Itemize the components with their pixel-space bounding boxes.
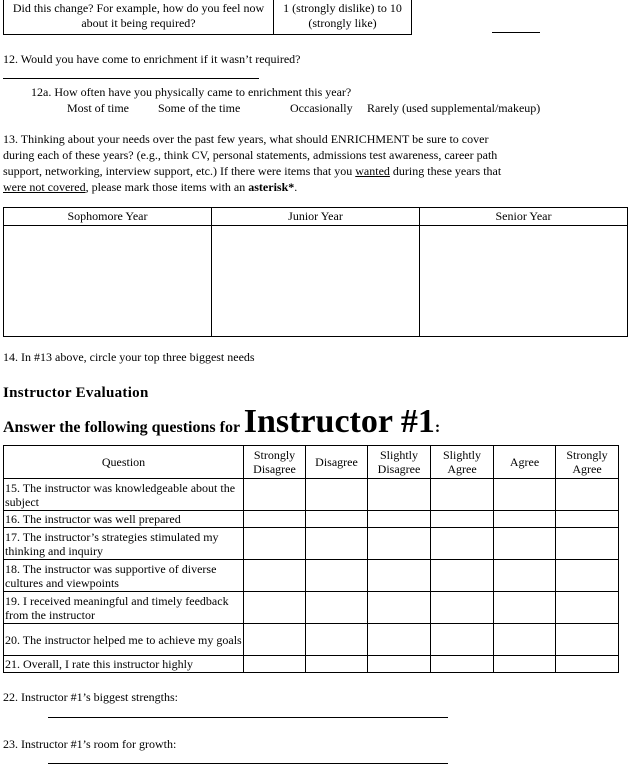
q13-text: during these years that xyxy=(389,164,502,178)
q13-not-covered: were not covered xyxy=(3,180,86,194)
table-row xyxy=(4,479,619,511)
rating-cell[interactable] xyxy=(306,479,368,511)
rating-cell[interactable] xyxy=(494,656,556,673)
scale-slightly-agree: Slightly Agree xyxy=(431,446,494,479)
rating-cell[interactable] xyxy=(431,624,494,656)
rating-cell[interactable] xyxy=(244,656,306,673)
rating-cell[interactable] xyxy=(494,560,556,592)
rating-cell[interactable] xyxy=(556,528,619,560)
rating-answer-line[interactable] xyxy=(492,31,540,33)
question-14: 14. In #13 above, circle your top three biggest needs xyxy=(3,350,255,364)
question-13 xyxy=(3,131,633,195)
rating-cell[interactable] xyxy=(368,624,431,656)
q13-line-2: during each of these years? (e.g., think CV, personal statements, admissions test awareness, career path xyxy=(3,148,498,162)
rating-cell[interactable] xyxy=(306,560,368,592)
year-header-sophomore: Sophomore Year xyxy=(4,208,212,226)
rating-cell[interactable] xyxy=(494,592,556,624)
q13-text: support, networking, interview support, etc.) If there were items that you xyxy=(3,164,356,178)
question-22: 22. Instructor #1’s biggest strengths: xyxy=(3,690,178,704)
rating-cell[interactable] xyxy=(431,560,494,592)
instructor-eval-table xyxy=(3,445,619,673)
change-question-cell: Did this change? For example, how do you feel now about it being required? xyxy=(4,0,274,35)
scale-agree: Agree xyxy=(494,446,556,479)
q12a-option-most[interactable]: Most of time xyxy=(67,101,129,115)
rating-cell[interactable] xyxy=(244,479,306,511)
row-question: 15. The instructor was knowledgeable about the subject xyxy=(4,479,244,511)
instructor-name: Instructor #1 xyxy=(243,403,435,440)
rating-cell[interactable] xyxy=(494,511,556,528)
scale-cell: 1 (strongly dislike) to 10 (strongly like) xyxy=(274,0,412,35)
q12a-option-rarely[interactable]: Rarely (used supplemental/makeup) xyxy=(367,101,541,115)
q13-line-4 xyxy=(3,179,633,195)
instructor-colon: : xyxy=(434,419,441,436)
q13-text: . xyxy=(294,180,298,194)
row-question: 16. The instructor was well prepared xyxy=(4,511,244,528)
row-question: 18. The instructor was supportive of diverse cultures and viewpoints xyxy=(4,560,244,592)
rating-cell[interactable] xyxy=(494,528,556,560)
question-23: 23. Instructor #1’s room for growth: xyxy=(3,737,177,751)
rating-cell[interactable] xyxy=(368,592,431,624)
question-header: Question xyxy=(4,446,244,479)
rating-cell[interactable] xyxy=(244,624,306,656)
senior-answer-cell[interactable] xyxy=(420,226,628,337)
rating-cell[interactable] xyxy=(368,656,431,673)
q12a-option-occasionally[interactable]: Occasionally xyxy=(290,101,353,115)
question-12: 12. Would you have come to enrichment if it wasn’t required? xyxy=(3,52,301,66)
rating-cell[interactable] xyxy=(556,656,619,673)
year-needs-table xyxy=(3,207,628,337)
q23-answer-line[interactable] xyxy=(48,763,448,764)
q13-wanted: wanted xyxy=(355,164,390,178)
sophomore-answer-cell[interactable] xyxy=(4,226,212,337)
answer-prefix: Answer the following questions for xyxy=(3,419,244,436)
row-question: 17. The instructor’s strategies stimulated my thinking and inquiry xyxy=(4,528,244,560)
rating-cell[interactable] xyxy=(431,528,494,560)
junior-answer-cell[interactable] xyxy=(212,226,420,337)
scale-strongly-agree: Strongly Agree xyxy=(556,446,619,479)
year-header-junior: Junior Year xyxy=(212,208,420,226)
year-header-senior: Senior Year xyxy=(420,208,628,226)
q13-asterisk: asterisk* xyxy=(248,180,295,194)
rating-cell[interactable] xyxy=(556,479,619,511)
table-row xyxy=(4,528,619,560)
scale-disagree: Disagree xyxy=(306,446,368,479)
table-row xyxy=(4,656,619,673)
row-question: 20. The instructor helped me to achieve my goals xyxy=(4,624,244,656)
table-row xyxy=(4,624,619,656)
rating-cell[interactable] xyxy=(368,479,431,511)
instructor-title-line xyxy=(3,403,440,441)
rating-cell[interactable] xyxy=(431,656,494,673)
rating-cell[interactable] xyxy=(556,592,619,624)
row-question: 21. Overall, I rate this instructor highly xyxy=(4,656,244,673)
rating-cell[interactable] xyxy=(244,528,306,560)
rating-cell[interactable] xyxy=(556,511,619,528)
rating-cell[interactable] xyxy=(368,560,431,592)
rating-cell[interactable] xyxy=(306,656,368,673)
scale-slightly-disagree: Slightly Disagree xyxy=(368,446,431,479)
rating-cell[interactable] xyxy=(306,624,368,656)
q12-answer-line[interactable] xyxy=(3,78,259,79)
rating-cell[interactable] xyxy=(494,479,556,511)
rating-cell[interactable] xyxy=(556,560,619,592)
rating-cell[interactable] xyxy=(368,511,431,528)
rating-cell[interactable] xyxy=(431,592,494,624)
table-row xyxy=(4,511,619,528)
rating-cell[interactable] xyxy=(494,624,556,656)
q13-line-3 xyxy=(3,163,633,179)
instructor-evaluation-heading: Instructor Evaluation xyxy=(3,385,149,401)
rating-cell[interactable] xyxy=(244,592,306,624)
change-feeling-table xyxy=(3,0,412,35)
table-row xyxy=(4,592,619,624)
q22-answer-line[interactable] xyxy=(48,717,448,718)
row-question: 19. I received meaningful and timely feedback from the instructor xyxy=(4,592,244,624)
question-12a: 12a. How often have you physically came to enrichment this year? xyxy=(31,85,352,99)
q13-line-1: 13. Thinking about your needs over the past few years, what should ENRICHMENT be sure to cover xyxy=(3,132,489,146)
rating-cell[interactable] xyxy=(306,511,368,528)
rating-cell[interactable] xyxy=(431,479,494,511)
rating-cell[interactable] xyxy=(306,592,368,624)
table-row xyxy=(4,560,619,592)
rating-cell[interactable] xyxy=(244,511,306,528)
rating-cell[interactable] xyxy=(244,560,306,592)
q12a-option-some[interactable]: Some of the time xyxy=(158,101,241,115)
rating-cell[interactable] xyxy=(556,624,619,656)
rating-cell[interactable] xyxy=(431,511,494,528)
rating-cell[interactable] xyxy=(306,528,368,560)
q13-text: , please mark those items with an xyxy=(85,180,249,194)
rating-cell[interactable] xyxy=(368,528,431,560)
scale-strongly-disagree: Strongly Disagree xyxy=(244,446,306,479)
